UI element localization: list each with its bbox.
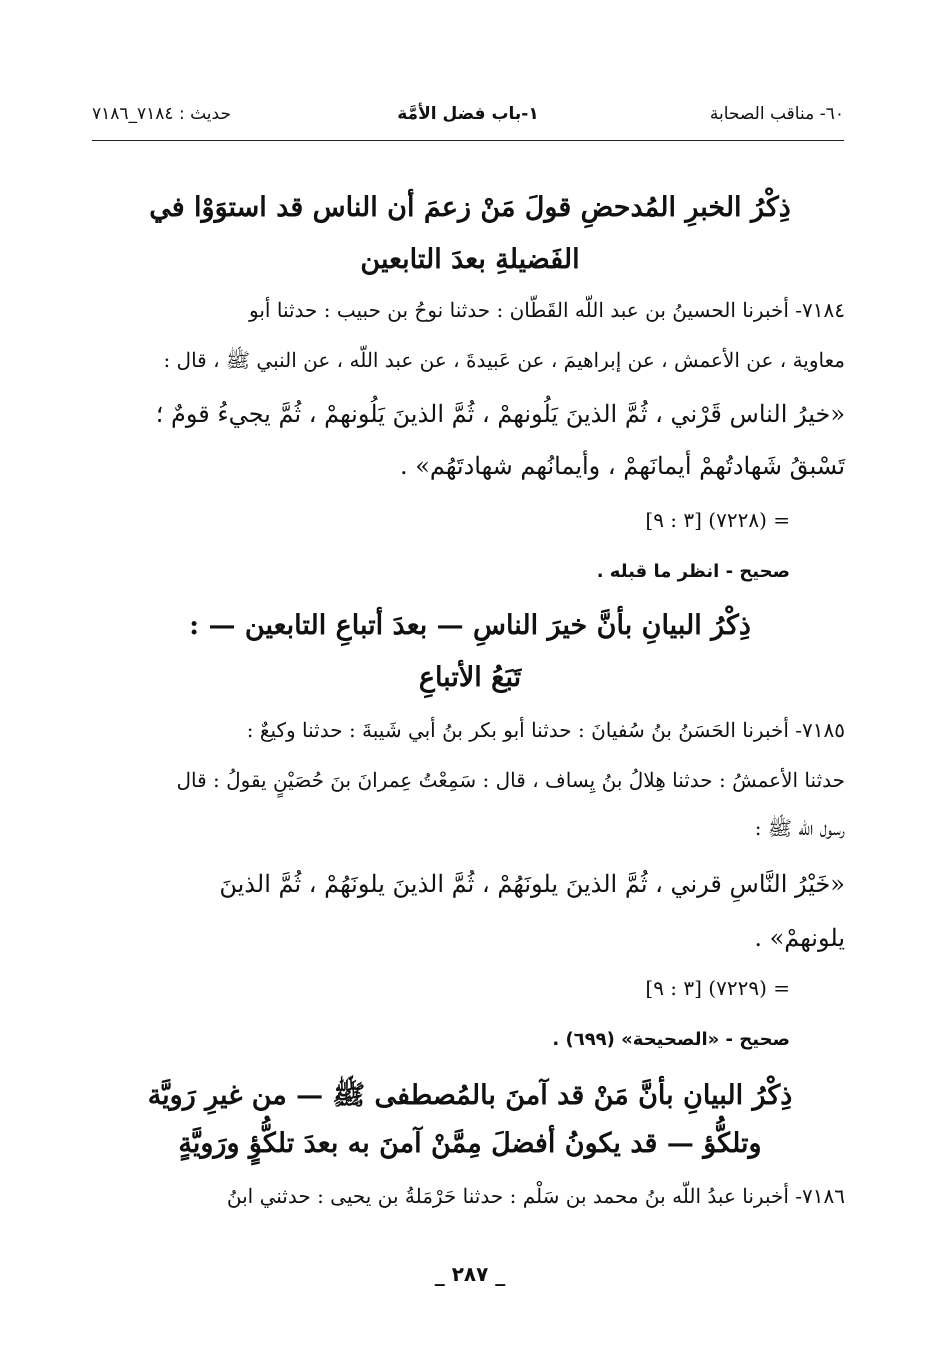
header-chapter: ٦٠- مناقب الصحابة [709,104,844,124]
hadith-quote-line: «خيرُ الناس قَرْني ، ثُمَّ الذينَ يَلُونهمْ ، ثُمَّ الذينَ يَلُونهمْ ، ثُمَّ يجيءُ قومٌ ؛ [155,400,845,428]
hadith-text-line: ٧١٨٦- أخبرنا عبدُ اللّه بنُ محمد بن سَلْم : حدثنا حَرْمَلةُ بن يحيى : حدثني ابنُ [226,1184,845,1208]
section-title-line: وتلكُّؤ — قد يكونُ أفضلَ مِمَّنْ آمنَ به بعدَ تلكُّؤٍ ورَويَّةٍ [178,1128,762,1159]
hadith-grade: صحيح - «الصحيحة» (٦٩٩) . [552,1029,790,1050]
hadith-text-line: ٧١٨٥- أخبرنا الحَسَنُ بنُ سُفيانَ : حدثنا أبو بكر بنُ أبي شَيبةَ : حدثنا وكيعٌ : [246,718,845,742]
hadith-text-line: حدثنا الأعمشُ : حدثنا هِلالُ بنُ يِساف ، قال : سَمِعْتُ عِمرانَ بنَ حُصَيْنٍ يقولُ : قال [176,768,845,792]
header-hadith-range: حديث : ٧١٨٤_٧١٨٦ [92,104,231,124]
section-title-line: ذِكْرُ البيانِ بأنَّ خيرَ الناسِ — بعدَ أتباعِ التابعين — : [189,610,751,641]
section-title-line: ذِكْرُ الخبرِ المُدحضِ قولَ مَنْ زعمَ أن الناس قد استوَوْا في [149,192,791,223]
header-divider [92,140,844,141]
hadith-quote-line: «خَيْرُ النَّاسِ قرني ، ثُمَّ الذينَ يلونَهُمْ ، ثُمَّ الذينَ يلونَهُمْ ، ثُمَّ الذينَ [219,870,845,898]
header-section: ١-باب فضل الأمَّة [397,104,539,124]
running-header [92,98,844,132]
hadith-text-line: رسول اللّه ﷺ : [754,816,845,840]
hadith-reference: = (٧٢٢٨) [٣ : ٩] [645,508,790,532]
section-title-line: ذِكْرُ البيانِ بأنَّ مَنْ قد آمنَ بالمُصطفى ﷺ — من غيرِ رَويَّة [147,1080,793,1111]
hadith-text-line: ٧١٨٤- أخبرنا الحسينُ بن عبد اللّه القَطّان : حدثنا نوحُ بن حبيب : حدثنا أبو [249,298,845,322]
section-title-line: تَبَعُ الأتباعِ [418,662,522,693]
section-title-line: الفَضيلةِ بعدَ التابعين [360,244,580,275]
hadith-text-line: معاوية ، عن الأعمش ، عن إبراهيمَ ، عن عَبيدةَ ، عن عبد اللّه ، عن النبي ﷺ ، قال : [163,348,845,372]
hadith-grade: صحيح - انظر ما قبله . [596,561,790,582]
hadith-quote-line: تَسْبقُ شَهادتُهمْ أيمانَهمْ ، وأيمانُهم شهادتَهُم» . [399,452,845,480]
hadith-quote-line: يلونهمْ» . [754,924,845,952]
page-number: _ ٢٨٧ _ [434,1262,506,1286]
hadith-reference: = (٧٢٢٩) [٣ : ٩] [645,976,790,1000]
